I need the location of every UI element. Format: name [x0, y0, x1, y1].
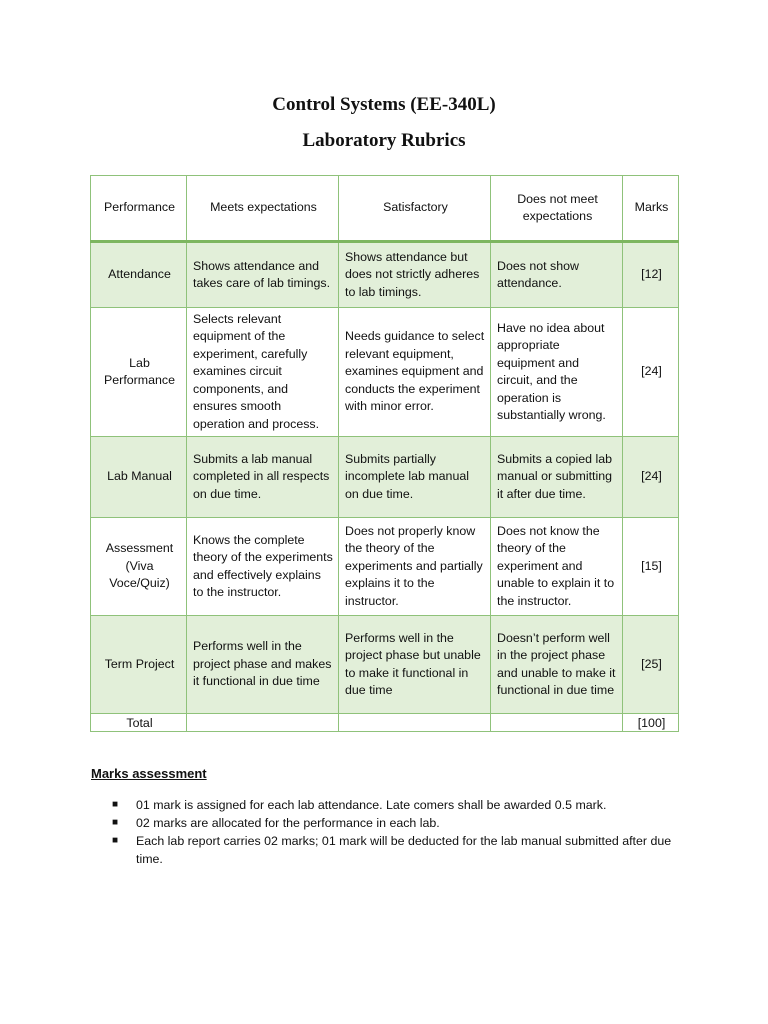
row-performance: Attendance	[91, 242, 187, 308]
bullet-icon: ■	[112, 799, 119, 810]
row-satisfactory: Submits partially incomplete lab manual on due time.	[339, 437, 491, 518]
table-row	[91, 308, 679, 437]
total-label: Total	[91, 714, 187, 732]
header-performance: Performance	[91, 176, 187, 242]
row-does-not-meet: Doesn’t perform well in the project phase and unable to make it functional in due time	[491, 616, 623, 714]
header-marks: Marks	[623, 176, 679, 242]
list-item	[112, 796, 672, 814]
table-row	[91, 242, 679, 308]
list-item	[112, 832, 672, 868]
empty-cell	[187, 714, 339, 732]
row-does-not-meet: Does not show attendance.	[491, 242, 623, 308]
row-meets: Knows the complete theory of the experiments and effectively explains to the instructor.	[187, 518, 339, 616]
row-meets: Selects relevant equipment of the experiment, carefully examines circuit components, and ensures smooth operation and process.	[187, 308, 339, 437]
row-satisfactory: Does not properly know the theory of the experiments and partially explains it to the instructor.	[339, 518, 491, 616]
list-item-text: 02 marks are allocated for the performance in each lab.	[136, 816, 440, 830]
row-satisfactory: Performs well in the project phase but unable to make it functional in due time	[339, 616, 491, 714]
row-marks: [15]	[623, 518, 679, 616]
document-title: Control Systems (EE-340L)	[272, 94, 496, 115]
bullet-icon: ■	[112, 817, 119, 828]
list-item-text: 01 mark is assigned for each lab attendance. Late comers shall be awarded 0.5 mark.	[136, 798, 607, 812]
list-item	[112, 814, 672, 832]
row-performance: Lab Performance	[91, 308, 187, 437]
marks-assessment-heading: Marks assessment	[91, 766, 207, 781]
empty-cell	[339, 714, 491, 732]
marks-assessment-list	[112, 796, 672, 868]
row-performance: Assessment (Viva Voce/Quiz)	[91, 518, 187, 616]
row-satisfactory: Shows attendance but does not strictly adheres to lab timings.	[339, 242, 491, 308]
bullet-icon: ■	[112, 835, 119, 846]
row-performance: Lab Manual	[91, 437, 187, 518]
header-satisfactory: Satisfactory	[339, 176, 491, 242]
table-row	[91, 616, 679, 714]
table-header-row	[91, 176, 679, 242]
row-meets: Submits a lab manual completed in all respects on due time.	[187, 437, 339, 518]
row-meets: Performs well in the project phase and makes it functional in due time	[187, 616, 339, 714]
total-marks: [100]	[623, 714, 679, 732]
row-performance: Term Project	[91, 616, 187, 714]
row-marks: [24]	[623, 308, 679, 437]
row-does-not-meet: Submits a copied lab manual or submitting it after due time.	[491, 437, 623, 518]
table-row	[91, 437, 679, 518]
list-item-text: Each lab report carries 02 marks; 01 mark will be deducted for the lab manual submitted after due time.	[136, 834, 672, 866]
row-marks: [12]	[623, 242, 679, 308]
row-marks: [25]	[623, 616, 679, 714]
table-row	[91, 518, 679, 616]
rubrics-table	[90, 175, 679, 732]
row-marks: [24]	[623, 437, 679, 518]
empty-cell	[491, 714, 623, 732]
header-meets-expectations: Meets expectations	[187, 176, 339, 242]
row-does-not-meet: Does not know the theory of the experiment and unable to explain it to the instructor.	[491, 518, 623, 616]
row-satisfactory: Needs guidance to select relevant equipment, examines equipment and conducts the experiment with minor error.	[339, 308, 491, 437]
document-subtitle: Laboratory Rubrics	[302, 130, 466, 151]
row-meets: Shows attendance and takes care of lab timings.	[187, 242, 339, 308]
table-total-row	[91, 714, 679, 732]
header-does-not-meet: Does not meet expectations	[491, 176, 623, 242]
row-does-not-meet: Have no idea about appropriate equipment and circuit, and the operation is substantially wrong.	[491, 308, 623, 437]
